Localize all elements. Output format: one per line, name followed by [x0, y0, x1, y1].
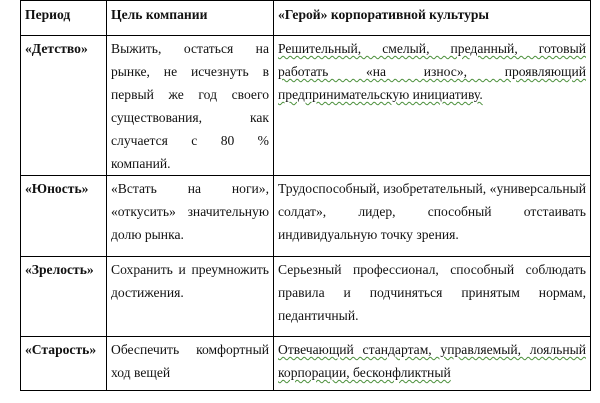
period-cell: «Зрелость» [21, 257, 107, 337]
corporate-culture-table [20, 0, 591, 391]
period-cell: «Юность» [21, 176, 107, 257]
hero-text: Отвечающий стандартам, управляемый, лояльный корпорации, бесконфликтный [278, 342, 586, 380]
hero-cell: Серьезный профессионал, способный соблюдать правила и подчиняться принятым нормам, педантичный. [274, 257, 591, 337]
header-goal: Цель компании [107, 1, 274, 36]
table-header-row [21, 1, 591, 36]
table-row [21, 36, 591, 176]
goal-cell: «Встать на ноги», «откусить» значительную долю рынка. [107, 176, 274, 257]
header-hero: «Герой» корпоративной культуры [274, 1, 591, 36]
period-cell: «Старость» [21, 337, 107, 391]
table-row [21, 257, 591, 337]
header-period: Период [21, 1, 107, 36]
period-cell: «Детство» [21, 36, 107, 176]
goal-cell: Сохранить и преумножить достижения. [107, 257, 274, 337]
hero-cell [274, 36, 591, 176]
hero-text: Решительный, смелый, преданный, готовый работать «на износ», проявляющий предпринимательскую инициативу. [278, 41, 586, 102]
hero-cell [274, 337, 591, 391]
table-row [21, 337, 591, 391]
goal-cell: Обеспечить комфортный ход вещей [107, 337, 274, 391]
goal-cell: Выжить, остаться на рынке, не исчезнуть в первый же год своего существования, как случается с 80 % компаний. [107, 36, 274, 176]
hero-cell: Трудоспособный, изобретательный, «универсальный солдат», лидер, способный отстаивать индивидуальную точку зрения. [274, 176, 591, 257]
table-row [21, 176, 591, 257]
